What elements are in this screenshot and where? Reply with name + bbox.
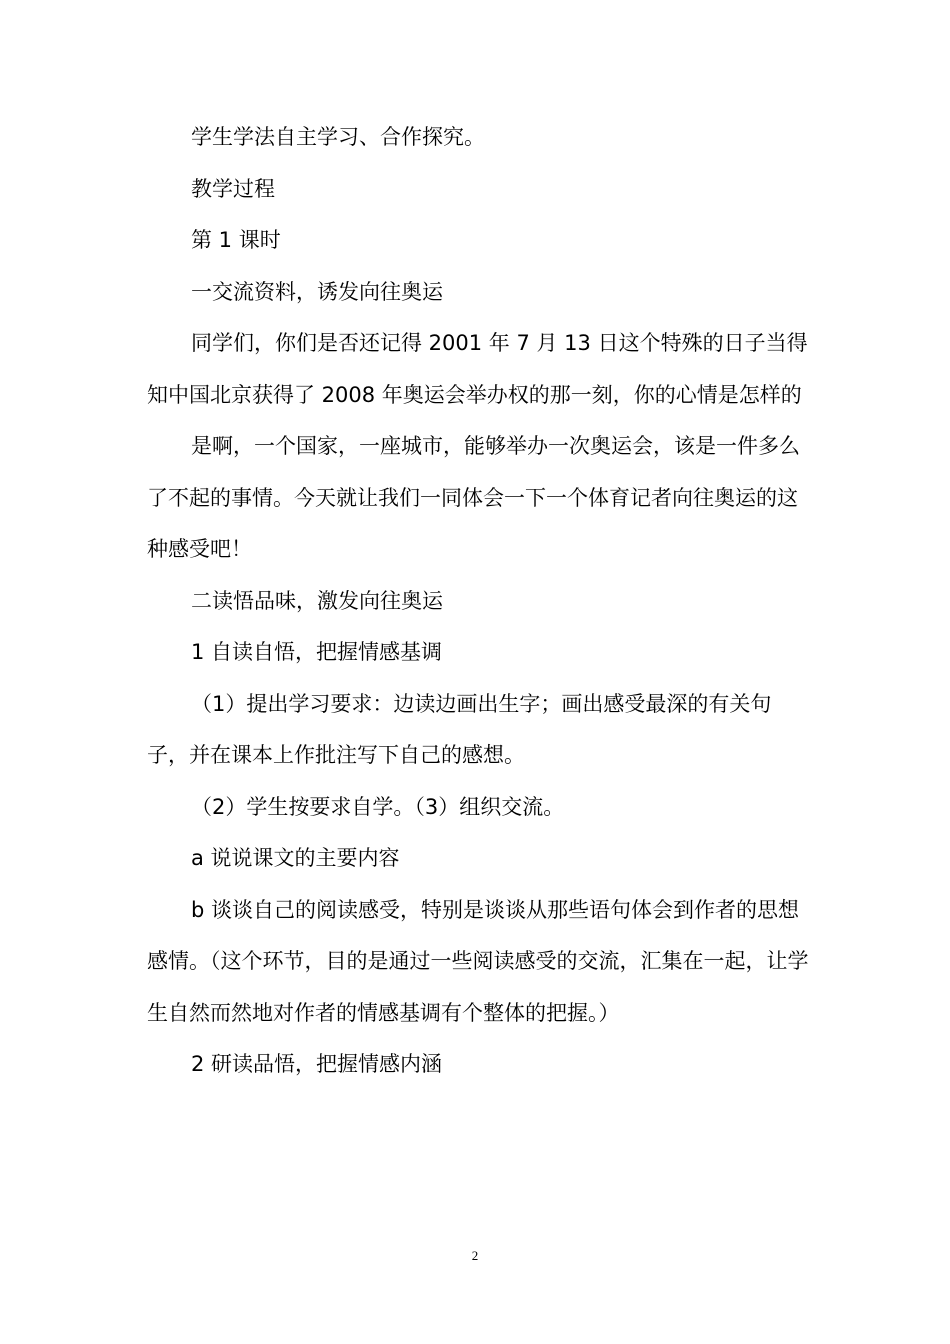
step-1-requirement: （1）提出学习要求：边读边画出生字；画出感受最深的有关句子，并在课本上作批注写下自己的感想。 [147,691,772,767]
paragraph-question: 同学们，你们是否还记得 2001 年 7 月 13 日这个特殊的日子当得知中国北京获得了 2008 年奥运会举办权的那一刻，你的心情是怎样的 [147,331,808,407]
page-number: 2 [471,1248,479,1263]
paragraph-response: 是啊，一个国家，一座城市，能够举办一次奥运会，该是一件多么了不起的事情。今天就让我们一同体会一下一个体育记者向往奥运的这种感受吧！ [147,434,800,561]
step-heading-2: 2 研读品悟，把握情感内涵 [191,1052,443,1076]
heading-lesson-1: 第 1 课时 [191,228,281,252]
section-heading-2: 二读悟品味，激发向往奥运 [191,588,443,613]
item-b: b 谈谈自己的阅读感受，特别是谈谈从那些语句体会到作者的思想感情。（这个环节，目的是通过一些阅读感受的交流，汇集在一起，让学生自然而然地对作者的情感基调有个整体的把握。） [147,897,809,1025]
body-text [147,112,812,1091]
section-heading-1: 一交流资料，诱发向往奥运 [191,279,443,304]
item-a: a 说说课文的主要内容 [191,846,400,870]
step-2-3: （2）学生按要求自学。（3）组织交流。 [191,794,565,819]
paragraph-study-method: 学生学法自主学习、合作探究。 [191,125,485,149]
step-heading-1: 1 自读自悟，把握情感基调 [191,640,443,664]
heading-teaching-process: 教学过程 [191,176,275,201]
